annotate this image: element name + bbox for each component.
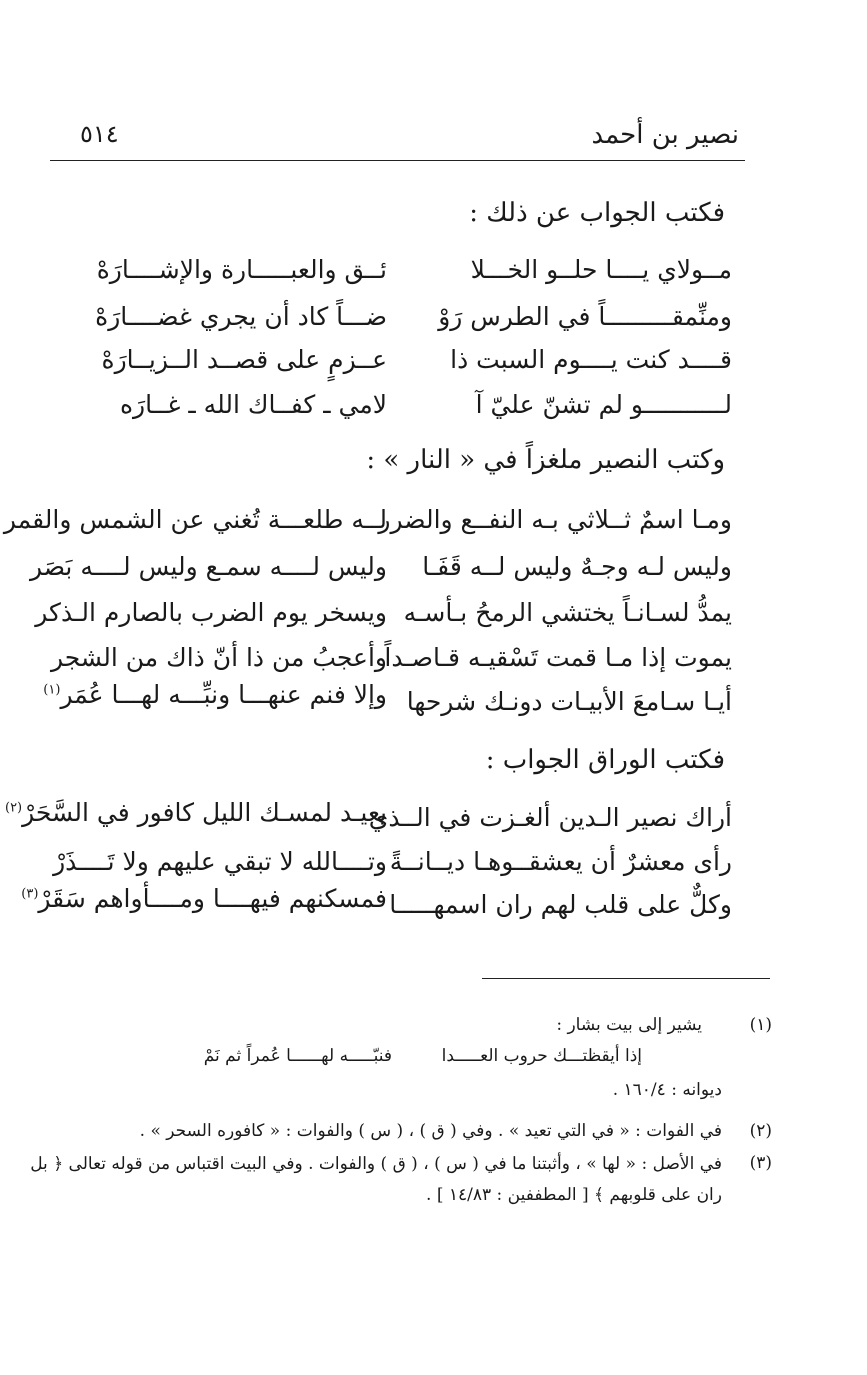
verse-right-hemistich: رأى معشرٌ أن يعشقــوهـا ديــانــةً — [389, 847, 732, 876]
verse-right-hemistich: قــــد كنت يــــوم السبت ذا — [450, 345, 732, 374]
footnote-text: في الفوات : « في التي تعيد » . وفي ( ق ) ، ( س ) والفوات : « كافوره السحر » . — [139, 1121, 722, 1141]
verse-left-hemistich: ئــق والعبـــــارة والإشــــارَهْ — [96, 255, 387, 284]
verse-left-hemistich — [43, 680, 387, 709]
verse-right-hemistich: وليس لـه وجـهٌ وليس لــه قَفَـا — [422, 552, 732, 581]
verse-right-hemistich: يمدُّ لسـانـاً يختشي الرمحُ بـأسـه — [403, 598, 732, 627]
section-intro: وكتب النصير ملغزاً في « النار » : — [366, 445, 725, 475]
verse-left-hemistich: وتــــالله لا تبقي عليهم ولا تَــــذَرْ — [53, 847, 387, 876]
verse-left-hemistich: لــه طلعـــة تُغني عن الشمس والقمر — [3, 505, 387, 534]
verse-left-hemistich: وليس لــــه سمـع وليس لــــه بَصَر — [29, 552, 387, 581]
verse-left-hemistich: لامي ـ كفــاك الله ـ غــارَه — [119, 390, 387, 419]
running-header-title: نصير بن أحمد — [591, 120, 739, 150]
verse-left-hemistich: ضـــاً كاد أن يجري غضــــارَهْ — [95, 302, 387, 331]
verse-left-hemistich: عــزمٍ على قصــد الــزيــارَهْ — [101, 345, 387, 374]
verse-left-hemistich: وأعجبُ من ذا أنّ ذاك من الشجر — [50, 643, 387, 672]
verse-text: يعيـد لمسـك الليل كافور في السَّحَرْ — [22, 798, 387, 827]
verse-left-hemistich — [5, 798, 387, 827]
footnote-verse-right: إذا أيقظتـــك حروب العـــــدا — [441, 1046, 642, 1066]
verse-text: وإلا فنم عنهـــا ونبِّـــه لهـــا عُمَر — [60, 680, 387, 709]
verse-left-hemistich: ويسخر يوم الضرب بالصارم الـذكر — [35, 598, 387, 627]
verse-right-hemistich: يموت إذا مـا قمت تَسْقيـه قـاصـداً — [384, 643, 732, 672]
footnote-marker: (٣) — [21, 886, 39, 902]
footnote-text-continued: ران على قلوبهم ﴾ [ المطففين : ١٤/٨٣ ] . — [426, 1185, 722, 1205]
section-intro: فكتب الوراق الجواب : — [485, 745, 725, 775]
verse-right-hemistich: ومنِّمقـــــــــاً في الطرس رَوْ — [438, 302, 732, 331]
footnote-text: يشير إلى بيت بشار : — [556, 1015, 702, 1035]
verse-right-hemistich: مــولاي يــــا حلــو الخـــلا — [470, 255, 732, 284]
verse-right-hemistich: لـــــــــــو لم تشنّ عليّ آ — [475, 390, 732, 419]
header-rule — [50, 160, 745, 161]
footnote-number: (٣) — [749, 1153, 772, 1173]
footnote-rule — [482, 978, 770, 979]
verse-right-hemistich: ومـا اسمٌ ثــلاثي بـه النفــع والضرر — [378, 505, 732, 534]
verse-text: فمسكنهم فيهــــا ومــــأواهم سَقَرْ — [38, 884, 387, 913]
footnote-source: ديوانه : ١٦٠/٤ . — [612, 1080, 722, 1100]
verse-left-hemistich — [21, 884, 387, 913]
verse-right-hemistich: أراك نصير الـدين ألغـزت في الــذي — [368, 803, 732, 832]
verse-right-hemistich: أيـا سـامعَ الأبيـات دونـك شرحها — [406, 687, 732, 716]
page-number: ٥١٤ — [80, 120, 119, 148]
footnote-number: (٢) — [749, 1121, 772, 1141]
verse-right-hemistich: وكلٌّ على قلب لهم ران اسمهـــــا — [389, 890, 732, 919]
footnote-number: (١) — [749, 1015, 772, 1035]
section-intro: فكتب الجواب عن ذلك : — [469, 198, 725, 228]
footnote-text: في الأصل : « لها » ، وأثبتنا ما في ( س ) ، ( ق ) والفوات . وفي البيت اقتباس من قوله تعالى ﴿ بل — [30, 1154, 722, 1174]
footnote-marker: (٢) — [4, 800, 23, 816]
footnote-verse-left: فنبّـــــه لهــــــا عُمراً ثم نَمْ — [203, 1046, 392, 1066]
footnote-marker: (١) — [43, 682, 61, 698]
